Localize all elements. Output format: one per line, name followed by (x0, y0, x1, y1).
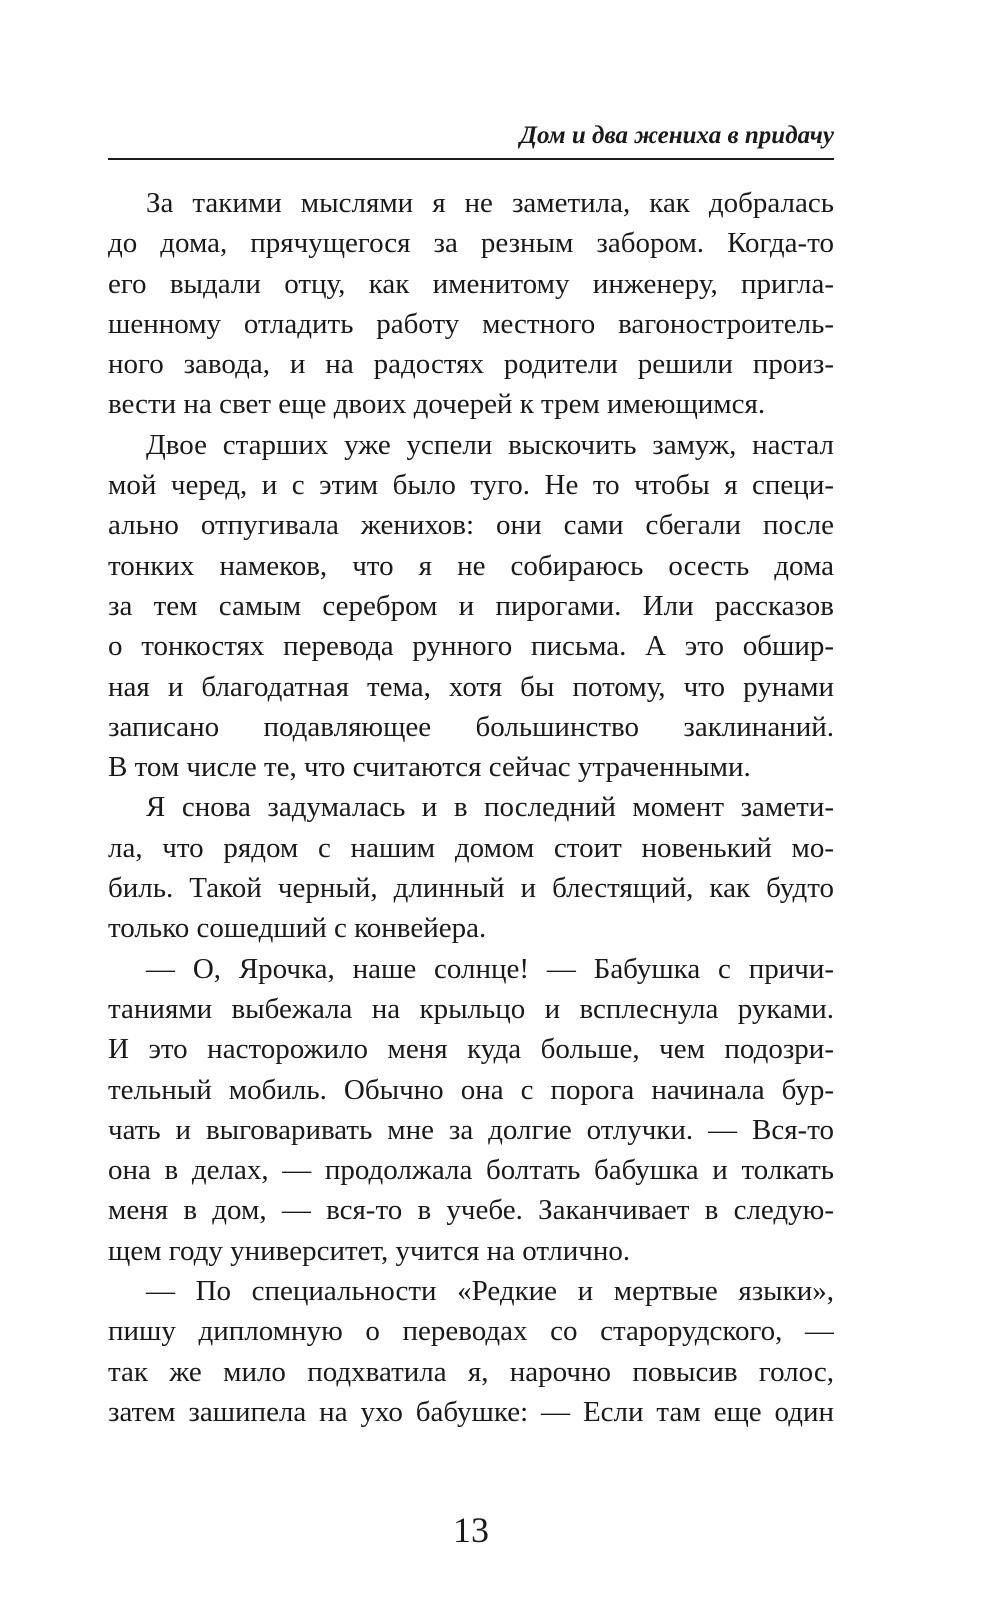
text-line: шенному отладить работу местного вагоностроитель- (108, 307, 834, 340)
running-head: Дом и два жениха в придачу (108, 120, 834, 160)
text-line: И это насторожило меня куда больше, чем подозри- (108, 1033, 834, 1066)
text-line: ного завода, и на радостях родители решили произ- (108, 348, 834, 381)
text-line: так же мило подхватила я, нарочно повысив голос, (108, 1355, 834, 1388)
text-line: щем году университет, учится на отлично. (108, 1234, 631, 1267)
text-line: тельный мобиль. Обычно она с порога начинала бур- (108, 1073, 834, 1106)
text-line: меня в дом, — вся-то в учебе. Заканчивает в следую- (108, 1194, 834, 1227)
text-line: тонких намеков, что я не собираюсь осесть дома (108, 549, 834, 582)
text-line: пишу дипломную о переводах со старорудского, — (108, 1315, 834, 1348)
text-line: только сошедший с конвейера. (108, 912, 487, 945)
text-line: Я снова задумалась и в последний момент замети- (146, 791, 834, 824)
text-line: вести на свет еще двоих дочерей к трем имеющимся. (108, 388, 766, 421)
text-line: За такими мыслями я не заметила, как добралась (146, 187, 834, 219)
page-number: 13 (453, 1510, 489, 1550)
text-line: — По специальности «Редкие и мертвые языки», (146, 1275, 834, 1308)
text-line: — О, Ярочка, наше солнце! — Бабушка с причи- (146, 952, 834, 985)
text-line: Двое старших уже успели выскочить замуж, настал (146, 428, 834, 461)
text-line: о тонкостях перевода рунного письма. А это обшир- (108, 630, 834, 663)
text-line: таниями выбежала на крыльцо и всплеснула руками. (108, 992, 834, 1025)
body-text (108, 183, 834, 1432)
text-line: чать и выговаривать мне за долгие отлучки. — Вся-то (108, 1113, 834, 1146)
text-line: ная и благодатная тема, хотя бы потому, что рунами (108, 670, 834, 703)
text-line: биль. Такой черный, длинный и блестящий, как будто (108, 872, 834, 905)
text-line: ально отпугивала женихов: они сами сбегали после (108, 509, 834, 542)
text-line: ла, что рядом с нашим домом стоит новенький мо- (108, 831, 834, 864)
text-line: затем зашипела на ухо бабушке: — Если там еще один (108, 1395, 834, 1428)
text-line: его выдали отцу, как именитому инженеру, пригла- (108, 267, 834, 300)
text-line: записано подавляющее большинство заклинаний. (108, 710, 834, 743)
text-line: она в делах, — продолжала болтать бабушка и толкать (108, 1154, 834, 1187)
text-line: мой черед, и с этим было туго. Не то чтобы я специ- (108, 469, 834, 502)
text-line: В том числе те, что считаются сейчас утраченными. (108, 751, 751, 784)
text-line: до дома, прячущегося за резным забором. Когда-то (108, 227, 834, 260)
text-line: за тем самым серебром и пирогами. Или рассказов (108, 589, 834, 622)
